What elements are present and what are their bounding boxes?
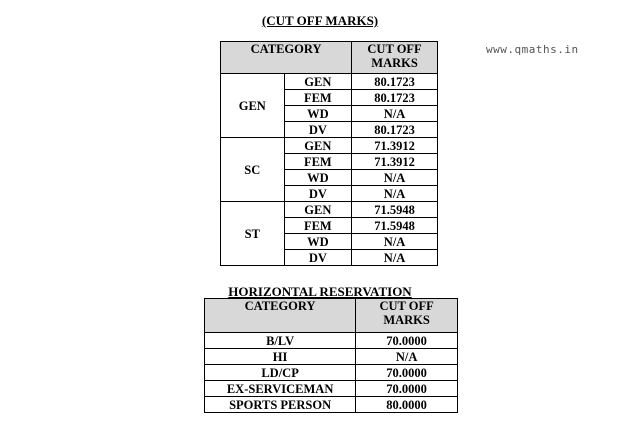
- mark-cell: 80.1723: [352, 90, 438, 106]
- subcategory-cell: WD: [284, 234, 352, 250]
- category-cell: SPORTS PERSON: [205, 397, 356, 413]
- subcategory-cell: GEN: [284, 74, 352, 90]
- cutoff-header: CUT OFF MARKS: [352, 42, 438, 74]
- section-title: HORIZONTAL RESERVATION: [228, 284, 412, 299]
- subcategory-cell: GEN: [284, 138, 352, 154]
- mark-cell: N/A: [352, 106, 438, 122]
- page-title: (CUT OFF MARKS): [261, 13, 379, 28]
- category-cell: B/LV: [205, 333, 356, 349]
- subcategory-cell: FEM: [284, 90, 352, 106]
- horizontal-reservation-table: [204, 298, 458, 413]
- subcategory-cell: GEN: [284, 202, 352, 218]
- mark-cell: N/A: [352, 234, 438, 250]
- subcategory-cell: FEM: [284, 154, 352, 170]
- mark-cell: 71.3912: [352, 154, 438, 170]
- category-header: CATEGORY: [221, 42, 352, 74]
- category-cell: EX-SERVICEMAN: [205, 381, 356, 397]
- category-cell: HI: [205, 349, 356, 365]
- mark-cell: 70.0000: [356, 365, 458, 381]
- category-header: CATEGORY: [205, 299, 356, 333]
- mark-cell: 71.5948: [352, 218, 438, 234]
- watermark-text: www.qmaths.in: [486, 43, 579, 56]
- subcategory-cell: DV: [284, 250, 352, 266]
- category-cell: LD/CP: [205, 365, 356, 381]
- subcategory-cell: DV: [284, 122, 352, 138]
- mark-cell: N/A: [352, 186, 438, 202]
- mark-cell: 70.0000: [356, 333, 458, 349]
- cutoff-header: CUT OFF MARKS: [356, 299, 458, 333]
- cutoff-marks-table: [220, 41, 438, 266]
- subcategory-cell: WD: [284, 170, 352, 186]
- mark-cell: 80.0000: [356, 397, 458, 413]
- mark-cell: 71.5948: [352, 202, 438, 218]
- mark-cell: 70.0000: [356, 381, 458, 397]
- group-label: ST: [221, 202, 285, 266]
- mark-cell: N/A: [352, 250, 438, 266]
- mark-cell: N/A: [352, 170, 438, 186]
- subcategory-cell: WD: [284, 106, 352, 122]
- group-label: SC: [221, 138, 285, 202]
- mark-cell: 71.3912: [352, 138, 438, 154]
- mark-cell: N/A: [356, 349, 458, 365]
- group-label: GEN: [221, 74, 285, 138]
- subcategory-cell: DV: [284, 186, 352, 202]
- mark-cell: 80.1723: [352, 74, 438, 90]
- subcategory-cell: FEM: [284, 218, 352, 234]
- mark-cell: 80.1723: [352, 122, 438, 138]
